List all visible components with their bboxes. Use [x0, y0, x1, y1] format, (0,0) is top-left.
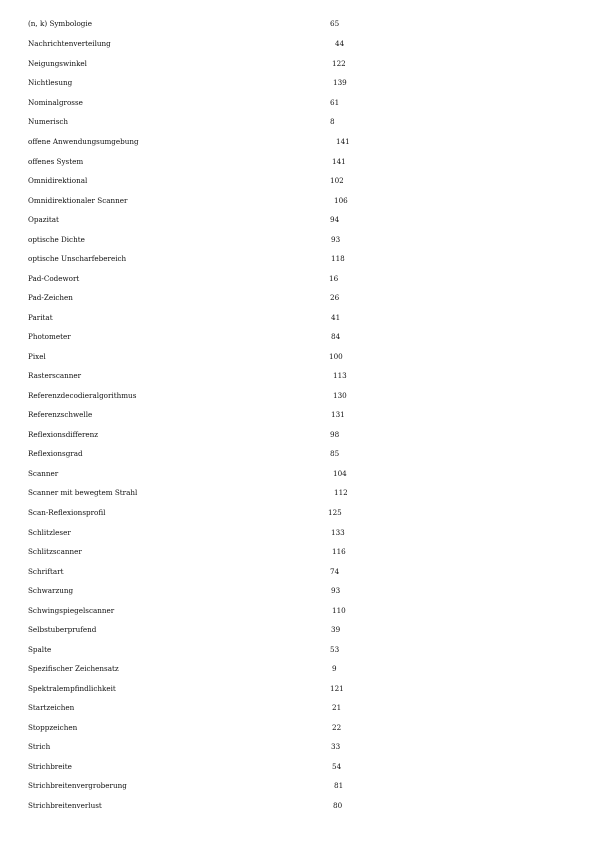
index-page-number: 139: [333, 78, 347, 87]
index-entry-18: [28, 350, 368, 364]
index-entry-24: [28, 467, 368, 481]
index-term: Scan-Reflexionsprofil: [28, 508, 106, 517]
index-term: Rasterscanner: [28, 371, 82, 380]
index-entry-7: [28, 135, 368, 149]
index-page-number: 121: [330, 684, 344, 693]
index-page-number: 61: [330, 98, 340, 107]
index-page-number: 93: [331, 586, 341, 595]
index-entry-15: [28, 291, 368, 305]
index-page-number: 53: [330, 645, 340, 654]
index-page-number: 41: [331, 313, 341, 322]
index-entry-33: [28, 643, 368, 657]
index-term: Schlitzscanner: [28, 547, 82, 556]
index-page-number: 130: [333, 391, 347, 400]
index-page-number: 16: [329, 274, 339, 283]
index-page-number: 125: [328, 508, 342, 517]
index-entry-30: [28, 584, 368, 598]
index-entry-40: [28, 779, 368, 793]
index-entry-36: [28, 701, 368, 715]
index-entry-29: [28, 565, 368, 579]
index-page-number: 110: [332, 606, 346, 615]
index-term: Pad-Codewort: [28, 274, 80, 283]
index-page-number: 98: [330, 430, 340, 439]
index-term: Spezifischer Zeichensatz: [28, 664, 119, 673]
index-entry-10: [28, 194, 368, 208]
index-entry-26: [28, 506, 368, 520]
index-entry-8: [28, 155, 368, 169]
index-term: Referenzdecodieralgorithmus: [28, 391, 137, 400]
index-entry-27: [28, 526, 368, 540]
index-term: Reflexionsdifferenz: [28, 430, 99, 439]
index-page-number: 122: [332, 59, 346, 68]
index-entry-11: [28, 213, 368, 227]
index-term: Omnidirektional: [28, 176, 88, 185]
index-term: Schwarzung: [28, 586, 74, 595]
index-page-number: 106: [334, 196, 348, 205]
index-entry-1: [28, 17, 368, 31]
index-term: Spektralempfindlichkeit: [28, 684, 116, 693]
index-entry-5: [28, 96, 368, 110]
index-entry-39: [28, 760, 368, 774]
index-page-number: 141: [336, 137, 350, 146]
index-entry-14: [28, 272, 368, 286]
index-term: Pad-Zeichen: [28, 293, 73, 302]
index-term: offenes System: [28, 157, 84, 166]
index-page-number: 26: [330, 293, 340, 302]
index-term: Nominalgrosse: [28, 98, 83, 107]
index-term: Opazitat: [28, 215, 59, 224]
index-entry-20: [28, 389, 368, 403]
index-page-number: 81: [334, 781, 344, 790]
index-page-number: 80: [333, 801, 343, 810]
index-term: optische Unscharfebereich: [28, 254, 127, 263]
index-page-number: 39: [331, 625, 341, 634]
index-entry-22: [28, 428, 368, 442]
index-term: Omnidirektionaler Scanner: [28, 196, 128, 205]
index-term: Spalte: [28, 645, 52, 654]
index-term: Stoppzeichen: [28, 723, 78, 732]
index-page-number: 44: [335, 39, 345, 48]
index-entry-21: [28, 408, 368, 422]
index-entry-6: [28, 115, 368, 129]
index-entry-23: [28, 447, 368, 461]
index-page-number: 84: [331, 332, 341, 341]
index-entry-35: [28, 682, 368, 696]
index-term: Schlitzleser: [28, 528, 71, 537]
index-term: Nichtlesung: [28, 78, 73, 87]
index-page-number: 22: [332, 723, 342, 732]
index-term: Scanner mit bewegtem Strahl: [28, 488, 138, 497]
index-term: Schriftart: [28, 567, 64, 576]
index-page-number: 113: [333, 371, 347, 380]
index-page-number: 94: [330, 215, 340, 224]
index-term: Referenzschwelle: [28, 410, 93, 419]
index-entry-32: [28, 623, 368, 637]
index-page-number: 112: [334, 488, 348, 497]
index-term: Nachrichtenverteilung: [28, 39, 111, 48]
index-term: Strichbreitenvergroberung: [28, 781, 127, 790]
index-term: Strichbreitenverlust: [28, 801, 102, 810]
index-term: Reflexionsgrad: [28, 449, 83, 458]
index-page-number: 74: [330, 567, 340, 576]
index-page-number: 93: [331, 235, 341, 244]
index-term: Strichbreite: [28, 762, 72, 771]
index-page-number: 21: [332, 703, 342, 712]
index-entry-13: [28, 252, 368, 266]
index-page-number: 118: [331, 254, 345, 263]
index-term: Paritat: [28, 313, 53, 322]
index-page-number: 104: [333, 469, 347, 478]
index-entry-38: [28, 740, 368, 754]
index-term: Schwingspiegelscanner: [28, 606, 115, 615]
index-entry-31: [28, 604, 368, 618]
index-page-number: 33: [331, 742, 341, 751]
index-entry-2: [28, 37, 368, 51]
index-term: Strich: [28, 742, 51, 751]
index-page-number: 8: [330, 117, 335, 126]
index-term: Selbstuberprufend: [28, 625, 97, 634]
index-page-number: 133: [331, 528, 345, 537]
index-entry-16: [28, 311, 368, 325]
index-page-number: 65: [330, 19, 340, 28]
index-entry-28: [28, 545, 368, 559]
index-entry-41: [28, 799, 368, 813]
index-term: Numerisch: [28, 117, 69, 126]
index-page-number: 102: [330, 176, 344, 185]
index-term: Startzeichen: [28, 703, 75, 712]
index-entry-12: [28, 233, 368, 247]
index-page-number: 54: [332, 762, 342, 771]
index-term: (n, k) Symbologie: [28, 19, 92, 28]
index-entry-19: [28, 369, 368, 383]
index-entry-17: [28, 330, 368, 344]
index-entry-3: [28, 57, 368, 71]
index-entry-4: [28, 76, 368, 90]
index-term: Scanner: [28, 469, 59, 478]
index-page-number: 131: [331, 410, 345, 419]
index-entry-25: [28, 486, 368, 500]
index-page-number: 85: [330, 449, 340, 458]
index-entry-34: [28, 662, 368, 676]
index-term: Pixel: [28, 352, 46, 361]
index-page-number: 100: [329, 352, 343, 361]
index-page-number: 141: [332, 157, 346, 166]
index-term: optische Dichte: [28, 235, 85, 244]
index-page-number: 116: [332, 547, 346, 556]
index-page-number: 9: [332, 664, 337, 673]
index-entry-9: [28, 174, 368, 188]
index-term: Photometer: [28, 332, 71, 341]
index-entry-37: [28, 721, 368, 735]
index-term: Neigungswinkel: [28, 59, 87, 68]
index-term: offene Anwendungsumgebung: [28, 137, 139, 146]
